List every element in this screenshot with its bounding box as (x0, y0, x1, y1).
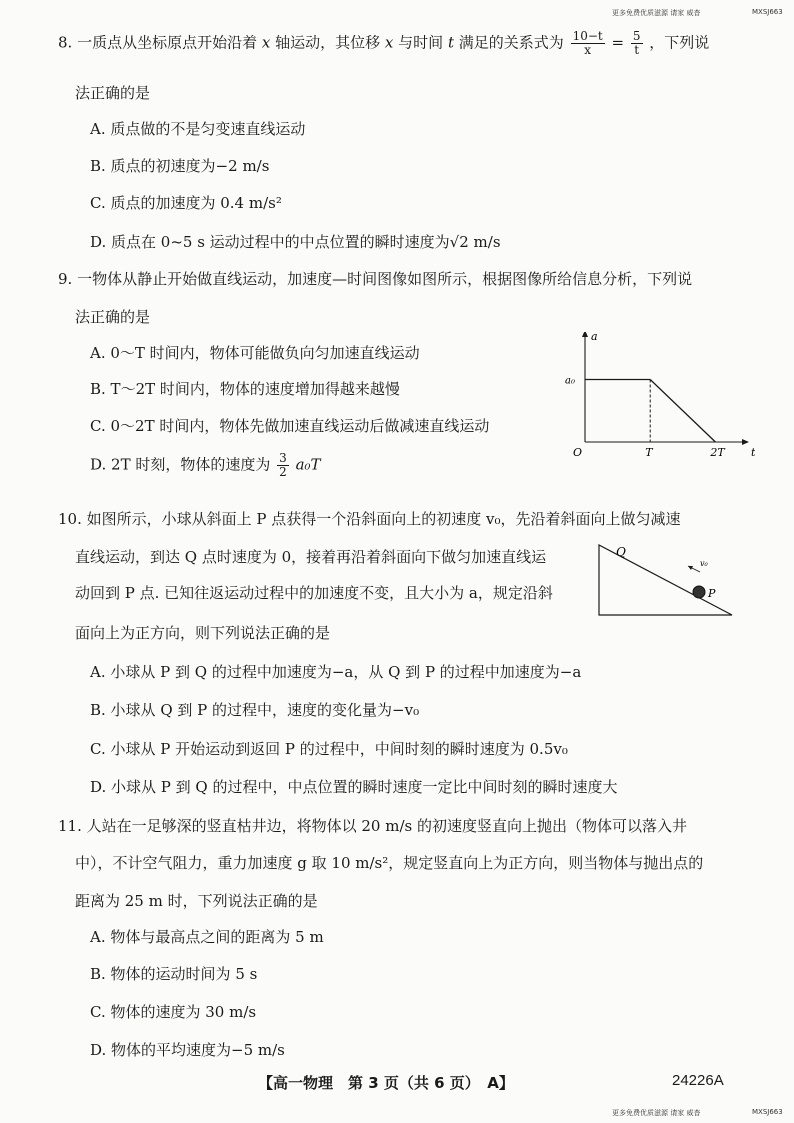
header-code: MXSJ663 (752, 8, 783, 16)
q9-optd-fraction (277, 452, 289, 479)
q9-stem-line1: 9. 一物体从静止开始做直线运动，加速度—时间图像如图所示，根据图像所给信息分析，下列说 (58, 270, 693, 288)
x-axis-arrow-icon (742, 439, 749, 445)
x-tick-label: O (573, 446, 583, 459)
q8-var-x2: x (384, 33, 394, 52)
label-p: P (708, 587, 716, 600)
q10-option-d: D. 小球从 P 到 Q 的过程中，中点位置的瞬时速度一定比中间时刻的瞬时速度大 (90, 778, 618, 796)
q8-fraction-2 (631, 30, 643, 57)
q9-optd-frac-num: 3 (279, 451, 287, 465)
q9-optd-suffix: a₀T (295, 455, 321, 474)
q8-stem-c: 与时间 (398, 33, 444, 52)
q11-option-a: A. 物体与最高点之间的距离为 5 m (90, 928, 324, 946)
x-tick-label: T (645, 446, 653, 459)
series-segment (650, 380, 715, 443)
q8-option-d: D. 质点在 0~5 s 运动过程中的中点位置的瞬时速度为√2 m/s (90, 233, 501, 251)
q8-stem-b: 轴运动，其位移 (275, 33, 381, 52)
label-v0: v₀ (700, 559, 708, 568)
q9-option-b: B. T～2T 时间内，物体的速度增加得越来越慢 (90, 380, 400, 398)
q8-frac2-den: t (634, 43, 640, 57)
q8-var-t: t (447, 33, 454, 52)
q9-stem-line2: 法正确的是 (75, 308, 151, 326)
y-tick-label: a₀ (565, 375, 575, 387)
q10-option-b: B. 小球从 Q 到 P 的过程中，速度的变化量为−v₀ (90, 701, 420, 719)
label-q: Q (616, 545, 626, 559)
y-axis-arrow-icon (582, 332, 588, 337)
ball-icon (693, 586, 705, 598)
q9-at-graph (555, 332, 755, 462)
q9-option-d (90, 452, 321, 479)
q10-option-c: C. 小球从 P 开始运动到返回 P 的过程中，中间时刻的瞬时速度为 0.5v₀ (90, 740, 568, 758)
q9-option-a: A. 0～T 时间内，物体可能做负向匀加速直线运动 (90, 344, 420, 362)
x-tick-label: 2T (710, 446, 725, 459)
q11-option-b: B. 物体的运动时间为 5 s (90, 965, 258, 983)
page-footer-code: 24226A (672, 1072, 724, 1089)
q8-frac1-den: x (584, 43, 592, 57)
q8-option-c: C. 质点的加速度为 0.4 m/s² (90, 194, 282, 212)
bottom-promo: 更多免费优质滋源 请家 威杳 (612, 1109, 701, 1117)
q10-stem-line3: 动回到 P 点. 已知往返运动过程中的加速度不变，且大小为 a，规定沿斜 (75, 584, 553, 602)
q8-option-a: A. 质点做的不是匀变速直线运动 (90, 120, 306, 138)
q11-option-d: D. 物体的平均速度为−5 m/s (90, 1041, 285, 1059)
q8-fraction-1 (571, 30, 605, 57)
q8-stem-e: ，下列说 (649, 33, 710, 52)
y-axis-label: a (591, 332, 598, 343)
x-axis-label: t (751, 446, 755, 459)
q10-stem-line2: 直线运动，到达 Q 点时速度为 0，接着再沿着斜面向下做匀加速直线运 (75, 548, 547, 566)
q11-stem-line3: 距离为 25 m 时，下列说法正确的是 (75, 892, 318, 910)
q9-optd-frac-den: 2 (279, 465, 287, 479)
q8-stem-line2: 法正确的是 (75, 84, 151, 102)
q10-stem-line4: 面向上为正方向，则下列说法正确的是 (75, 624, 331, 642)
q8-frac1-num: 10−t (572, 29, 603, 43)
q10-stem-line1: 10. 如图所示，小球从斜面上 P 点获得一个沿斜面向上的初速度 v₀，先沿着斜面向上做匀减速 (58, 510, 681, 528)
q11-stem-line1: 11. 人站在一足够深的竖直枯井边，将物体以 20 m/s 的初速度竖直向上抛出（物体可以落入井 (58, 817, 687, 835)
q8-var-x: x (261, 33, 271, 52)
q9-option-c: C. 0～2T 时间内，物体先做加速直线运动后做减速直线运动 (90, 417, 490, 435)
q8-option-b: B. 质点的初速度为−2 m/s (90, 157, 270, 175)
page-footer-label: 【高一物理 第 3 页（共 6 页） A】 (258, 1074, 514, 1092)
q8-frac2-num: 5 (632, 29, 641, 43)
header-promo: 更多免费优质滋源 请家 威杳 (612, 9, 701, 17)
q8-equals: = (611, 33, 625, 52)
q8-stem-a: 8. 一质点从坐标原点开始沿着 (58, 33, 258, 52)
q10-option-a: A. 小球从 P 到 Q 的过程中加速度为−a，从 Q 到 P 的过程中加速度为−a (90, 663, 582, 681)
q11-stem-line2: 中），不计空气阻力，重力加速度 g 取 10 m/s²，规定竖直向上为正方向，则当物体与抛出点的 (75, 854, 704, 872)
q8-stem-line1 (58, 30, 709, 57)
q8-stem-d: 满足的关系式为 (458, 33, 564, 52)
q10-incline-figure (596, 540, 736, 620)
q11-option-c: C. 物体的速度为 30 m/s (90, 1003, 257, 1021)
q9-optd-prefix: D. 2T 时刻，物体的速度为 (90, 455, 271, 474)
bottom-code: MXSJ663 (752, 1108, 783, 1116)
